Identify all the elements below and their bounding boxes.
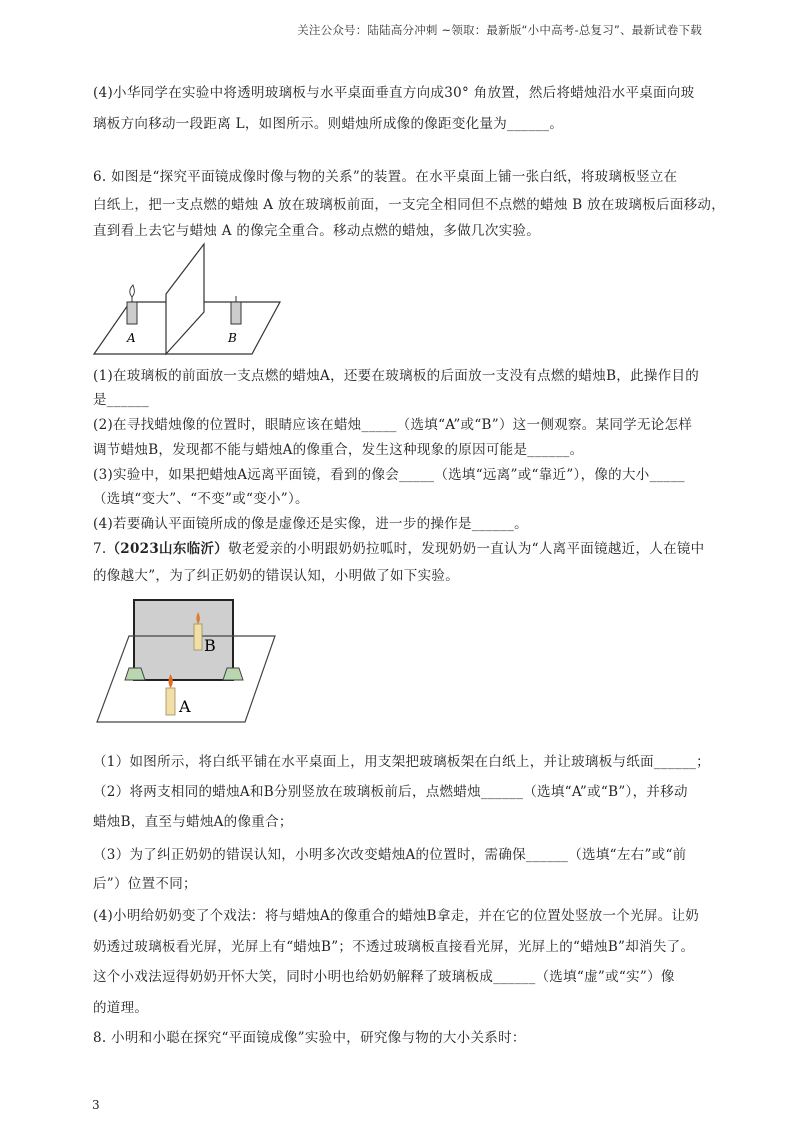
q7-glass-plate [134, 600, 233, 680]
q5-part4-line2: 璃板方向移动一段距离 L，如图所示。则蜡烛所成像的像距变化量为______。 [93, 116, 564, 132]
q6-mirror-candle-figure [92, 240, 292, 358]
q6-label-b: B [228, 331, 237, 345]
page-header: 关注公众号：陆陆高分冲刺 ~领取：最新版“小中高考-总复习”、最新试卷下载 [297, 23, 702, 37]
q7-right-stand [223, 668, 243, 680]
q7-intro-text: 敬老爱亲的小明跟奶奶拉呱时，发现奶奶一直认为“人离平面镜越近，人在镜中 [228, 541, 705, 557]
q6-question-line5: (3)实验中，如果把蜡烛A远离平面镜，看到的像会_____（选填“远离”或“靠近”），像的大小_____ [93, 467, 685, 483]
q7-label-b: B [204, 636, 216, 655]
q6-candle-b [231, 302, 241, 324]
q7-question-line1: （1）如图所示，将白纸平铺在水平桌面上，用支架把玻璃板架在白纸上，并让玻璃板与纸面______； [93, 754, 710, 770]
q7-question-line2: （2）将两支相同的蜡烛A和B分别竖放在玻璃板前后，点燃蜡烛______（选填“A”或“B”），并移动 [93, 784, 688, 800]
q6-candle-a [127, 302, 137, 324]
q6-question-line1: (1)在玻璃板的前面放一支点燃的蜡烛A，还要在玻璃板的后面放一支没有点燃的蜡烛B，此操作目的 [93, 368, 700, 384]
q6-question-line7: (4)若要确认平面镜所成的像是虚像还是实像，进一步的操作是______。 [93, 516, 528, 532]
q7-question-line9: 的道理。 [93, 1000, 149, 1016]
q7-question-line7: 奶透过玻璃板看光屏，光屏上有“蜡烛B”；不透过玻璃板直接看光屏，光屏上的“蜡烛B”却消失了。 [93, 939, 695, 955]
q7-intro-line2: 的像越大”，为了纠正奶奶的错误认知，小明做了如下实验。 [93, 568, 460, 584]
q6-intro-line3: 直到看上去它与蜡烛 A 的像完全重合。移动点燃的蜡烛，多做几次实验。 [93, 223, 541, 239]
q6-question-line4: 调节蜡烛B，发现都不能与蜡烛A的像重合，发生这种现象的原因可能是______。 [93, 442, 584, 458]
q7-question-line8: 这个小戏法逗得奶奶开怀大笑，同时小明也给奶奶解释了玻璃板成______（选填“虚”或“实”）像 [93, 969, 675, 985]
q7-label-a: A [179, 697, 191, 716]
q6-question-line6: （选填“变大”、“不变”或“变小”）。 [93, 491, 309, 507]
q7-number: 7. [93, 541, 107, 557]
q7-question-line6: (4)小明给奶奶变了个戏法：将与蜡烛A的像重合的蜡烛B拿走，并在它的位置处竖放一个光屏。让奶 [93, 908, 700, 924]
q6-question-line3: (2)在寻找蜡烛像的位置时，眼睛应该在蜡烛_____（选填“A”或“B”）这一侧观察。某同学无论怎样 [93, 417, 693, 433]
q6-flame-icon [130, 285, 135, 297]
q7-question-line4: （3）为了纠正奶奶的错误认知，小明多次改变蜡烛A的位置时，需确保______（选填“左右”或“前 [93, 847, 687, 863]
q7-candle-b [194, 624, 202, 650]
q6-intro-line2: 白纸上，把一支点燃的蜡烛 A 放在玻璃板前面，一支完全相同但不点燃的蜡烛 B 放在玻璃板后面移动， [93, 197, 726, 213]
q7-source: （2023山东临沂） [106, 541, 229, 557]
q8-intro: 8. 小明和小聪在探究“平面镜成像”实验中，研究像与物的大小关系时： [93, 1030, 526, 1046]
q6-question-line2: 是______ [93, 392, 150, 408]
q5-part4-line1: (4)小华同学在实验中将透明玻璃板与水平桌面垂直方向成30° 角放置，然后将蜡烛沿水平桌面向玻 [93, 85, 695, 101]
q7-intro-line1 [93, 537, 704, 557]
q7-left-stand [125, 668, 145, 680]
q7-question-line5: 后”）位置不同； [93, 876, 197, 892]
page-number: 3 [92, 1098, 100, 1112]
q6-label-a: A [127, 331, 136, 345]
q7-question-line3: 蜡烛B，直至与蜡烛A的像重合； [93, 814, 293, 830]
q6-intro-line1: 6. 如图是“探究平面镜成像时像与物的关系”的装置。在水平桌面上铺一张白纸，将玻璃板竖立在 [93, 169, 678, 185]
q7-candle-a [166, 688, 175, 715]
q7-mirror-candle-figure [95, 596, 277, 726]
